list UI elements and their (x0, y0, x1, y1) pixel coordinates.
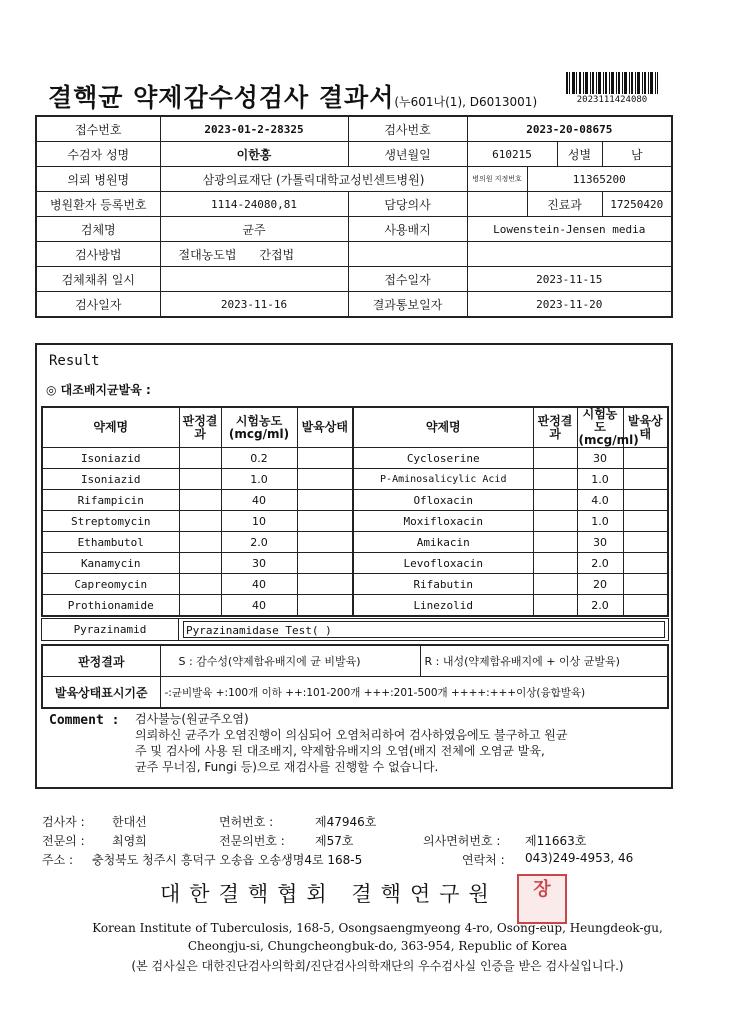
test-date-label: 검사일자 (36, 292, 160, 318)
concentration-cell: 0.2 (221, 448, 297, 469)
document-title (48, 78, 537, 114)
growth-cell (297, 448, 353, 469)
drug-name: Levofloxacin (353, 553, 533, 574)
growth-cell (297, 469, 353, 490)
barcode-icon (566, 72, 658, 94)
comment-text (135, 711, 655, 775)
growth-cell (623, 553, 668, 574)
header-concentration-2: 시험농도 (mcg/ml) (578, 407, 639, 447)
judgment-cell (179, 511, 221, 532)
concentration-cell: 40 (221, 595, 297, 617)
growth-cell (623, 595, 668, 617)
table-row (42, 574, 668, 595)
birth-value: 610215 (467, 142, 557, 167)
collect-date (160, 267, 348, 292)
judgment-cell (533, 553, 577, 574)
growth-cell (297, 574, 353, 595)
growth-cell (623, 511, 668, 532)
reception-no: 2023-01-2-28325 (160, 116, 348, 142)
header-concentration: 시험농도 (mcg/ml) (221, 407, 297, 448)
phone-value: 043)249-4953, 46 (525, 851, 634, 865)
drug-name: Rifabutin (353, 574, 533, 595)
report-date-label: 결과통보일자 (348, 292, 467, 318)
concentration-cell: 10 (221, 511, 297, 532)
patient-name: 이한홍 (160, 142, 348, 167)
comment-line-3: 주 및 검사에 사용 된 대조배지, 약제함유배지의 오염(배지 전체에 오염균 발육, (135, 744, 545, 758)
result-label: Result (49, 353, 100, 369)
header-drug-2: 약제명 (353, 407, 533, 448)
report-date: 2023-11-20 (467, 292, 672, 318)
comment-line-4: 균주 무너짐, Fungi 등)으로 재검사를 진행할 수 없습니다. (135, 760, 439, 774)
table-row (42, 595, 668, 617)
judgment-cell (533, 448, 577, 469)
header-judgment: 판정결과 (179, 407, 221, 448)
doctor-value (467, 192, 527, 217)
judgment-s: S : 감수성(약제함유배지에 균 비발육) (160, 645, 420, 677)
header-judgment-2: 판정결과 (533, 407, 577, 448)
tester-label: 검사자 : (42, 815, 85, 829)
dept-value: 17250420 (602, 192, 672, 217)
method-values (160, 242, 348, 267)
growth-cell (297, 595, 353, 617)
table-row (42, 448, 668, 469)
drug-name: Isoniazid (42, 448, 179, 469)
drug-name: Prothionamide (42, 595, 179, 617)
medium-label: 사용배지 (348, 217, 467, 242)
control-growth-label: ◎ 대조배지균발육 : (46, 383, 151, 397)
drug-name: Linezolid (353, 595, 533, 617)
table-row (42, 511, 668, 532)
pyrazinamidase-test: Pyrazinamidase Test( ) (183, 621, 665, 638)
birth-label: 생년월일 (348, 142, 467, 167)
method-empty-cell-2 (467, 242, 672, 267)
judgment-cell (533, 532, 577, 553)
judgment-cell (533, 511, 577, 532)
growth-cell (623, 448, 668, 469)
phone-label: 연락처 : (462, 853, 505, 867)
method-label: 검사방법 (36, 242, 160, 267)
receive-date-label: 접수일자 (348, 267, 467, 292)
growth-cell (623, 469, 668, 490)
title-code: (누601나(1), D6013001) (394, 95, 538, 109)
drug-name: Cycloserine (353, 448, 533, 469)
hospital-name: 삼광의료재단 (가톨릭대학교성빈센트병원) (160, 167, 467, 192)
table-row (42, 532, 668, 553)
concentration-cell: 20 (577, 574, 623, 595)
sex-label: 성별 (557, 142, 602, 167)
method-2: 간접법 (259, 247, 295, 262)
english-address-line-1: Korean Institute of Tuberculosis, 168-5, Osongsaengmyeong 4-ro, Osong-eup, Heungdeok-gu, (92, 921, 663, 935)
receive-date: 2023-11-15 (467, 267, 672, 292)
specialist-no-label: 전문의번호 : (219, 834, 285, 848)
doctor-license-label: 의사면허번호 : (423, 834, 501, 848)
title-text: 결핵균 약제감수성검사 결과서 (48, 83, 395, 112)
specimen-value: 균주 (160, 217, 348, 242)
judgment-cell (179, 490, 221, 511)
drug-name: Rifampicin (42, 490, 179, 511)
patient-name-label: 수검자 성명 (36, 142, 160, 167)
specimen-label: 검체명 (36, 217, 160, 242)
drug-name: Capreomycin (42, 574, 179, 595)
judgment-cell (179, 469, 221, 490)
dept-label: 진료과 (527, 192, 602, 217)
concentration-cell: 40 (221, 490, 297, 511)
growth-cell (297, 553, 353, 574)
judgment-cell (533, 490, 577, 511)
judgment-cell (179, 595, 221, 617)
concentration-cell: 30 (577, 448, 623, 469)
growth-criteria-text: -:균비발육 +:100개 이하 ++:101-200개 +++:201-500개 ++++:+++이상(융합발육) (160, 677, 668, 709)
concentration-cell: 1.0 (577, 469, 623, 490)
concentration-cell: 2.0 (221, 532, 297, 553)
specialist-name: 최영희 (112, 834, 147, 848)
concentration-cell: 2.0 (577, 595, 623, 617)
judgment-cell (533, 595, 577, 617)
address-value: 충청북도 청주시 흥덕구 오송읍 오송생명4로 168-5 (92, 853, 363, 867)
sex-value: 남 (602, 142, 672, 167)
concentration-cell: 30 (577, 532, 623, 553)
organization-name: 대한결핵협회 결핵연구원 (160, 882, 498, 906)
registration-no: 1114-24080,81 (160, 192, 348, 217)
susceptibility-rows (42, 448, 668, 617)
test-date: 2023-11-16 (160, 292, 348, 318)
doctor-license-no: 제11663호 (525, 834, 587, 848)
medium-value: Lowenstein-Jensen media (467, 217, 672, 242)
pyrazinamid-label: Pyrazinamid (42, 619, 179, 640)
susceptibility-table (41, 406, 669, 617)
judgment-cell (179, 553, 221, 574)
method-empty-cell (348, 242, 467, 267)
concentration-cell: 1.0 (577, 511, 623, 532)
collect-date-label: 검체채취 일시 (36, 267, 160, 292)
method-1: 절대농도법 (178, 247, 237, 262)
judgment-r: R : 내성(약제함유배지에 + 이상 균발육) (420, 645, 668, 677)
certification-note: (본 검사실은 대한진단검사의학회/진단검사의학재단의 우수검사실 인증을 받은 검사실입니다.) (131, 959, 624, 973)
header-growth-2: 발육상태 (623, 407, 668, 448)
criteria-table (41, 644, 669, 709)
hospital-label: 의뢰 병원명 (36, 167, 160, 192)
drug-name: Kanamycin (42, 553, 179, 574)
judgment-cell (533, 574, 577, 595)
specialist-label: 전문의 : (42, 834, 85, 848)
drug-name: Ofloxacin (353, 490, 533, 511)
tester-name: 한대선 (112, 815, 147, 829)
growth-cell (297, 532, 353, 553)
drug-name: P-Aminosalicylic Acid (353, 469, 533, 490)
concentration-cell: 4.0 (577, 490, 623, 511)
judgment-cell (533, 469, 577, 490)
judgment-cell (179, 448, 221, 469)
doctor-label: 담당의사 (348, 192, 467, 217)
drug-name: Isoniazid (42, 469, 179, 490)
drug-name: Moxifloxacin (353, 511, 533, 532)
license-label: 면허번호 : (219, 815, 274, 829)
comment-line-2: 의뢰하신 균주가 오염진행이 의심되어 오염처리하여 검사하였음에도 불구하고 원균 (135, 728, 568, 742)
concentration-cell: 30 (221, 553, 297, 574)
header-growth: 발육상태 (297, 407, 353, 448)
hospital-code: 11365200 (527, 167, 672, 192)
growth-cell (623, 532, 668, 553)
growth-criteria-label: 발육상태표시기준 (42, 677, 160, 709)
reception-no-label: 접수번호 (36, 116, 160, 142)
judgment-cell (179, 574, 221, 595)
drug-name: Amikacin (353, 532, 533, 553)
comment-label: Comment : (49, 713, 120, 728)
table-row (42, 553, 668, 574)
english-address-line-2: Cheongju-si, Chungcheongbuk-do, 363-954, Republic of Korea (187, 939, 568, 953)
table-row (42, 469, 668, 490)
concentration-cell: 1.0 (221, 469, 297, 490)
judgment-cell (179, 532, 221, 553)
test-no: 2023-20-08675 (467, 116, 672, 142)
drug-name: Streptomycin (42, 511, 179, 532)
growth-cell (623, 574, 668, 595)
table-row (42, 490, 668, 511)
pyrazinamid-row (41, 618, 669, 641)
registration-label: 병원환자 등록번호 (36, 192, 160, 217)
seal-text: 장 (533, 879, 551, 900)
license-no: 제47946호 (315, 815, 377, 829)
comment-line-1: 검사불능(원균주오염) (135, 712, 249, 726)
specialist-no: 제57호 (315, 834, 354, 848)
growth-cell (623, 490, 668, 511)
concentration-cell: 40 (221, 574, 297, 595)
patient-info-table (35, 115, 673, 318)
drug-name: Ethambutol (42, 532, 179, 553)
test-no-label: 검사번호 (348, 116, 467, 142)
hospital-code-label: 병의원 지정번호 (467, 167, 527, 192)
growth-cell (297, 490, 353, 511)
header-drug: 약제명 (42, 407, 179, 448)
concentration-cell: 2.0 (577, 553, 623, 574)
growth-cell (297, 511, 353, 532)
address-label: 주소 : (42, 853, 74, 867)
barcode-number: 2023111424080 (576, 95, 648, 105)
official-seal-icon (517, 874, 567, 924)
judgment-criteria-label: 판정결과 (42, 645, 160, 677)
